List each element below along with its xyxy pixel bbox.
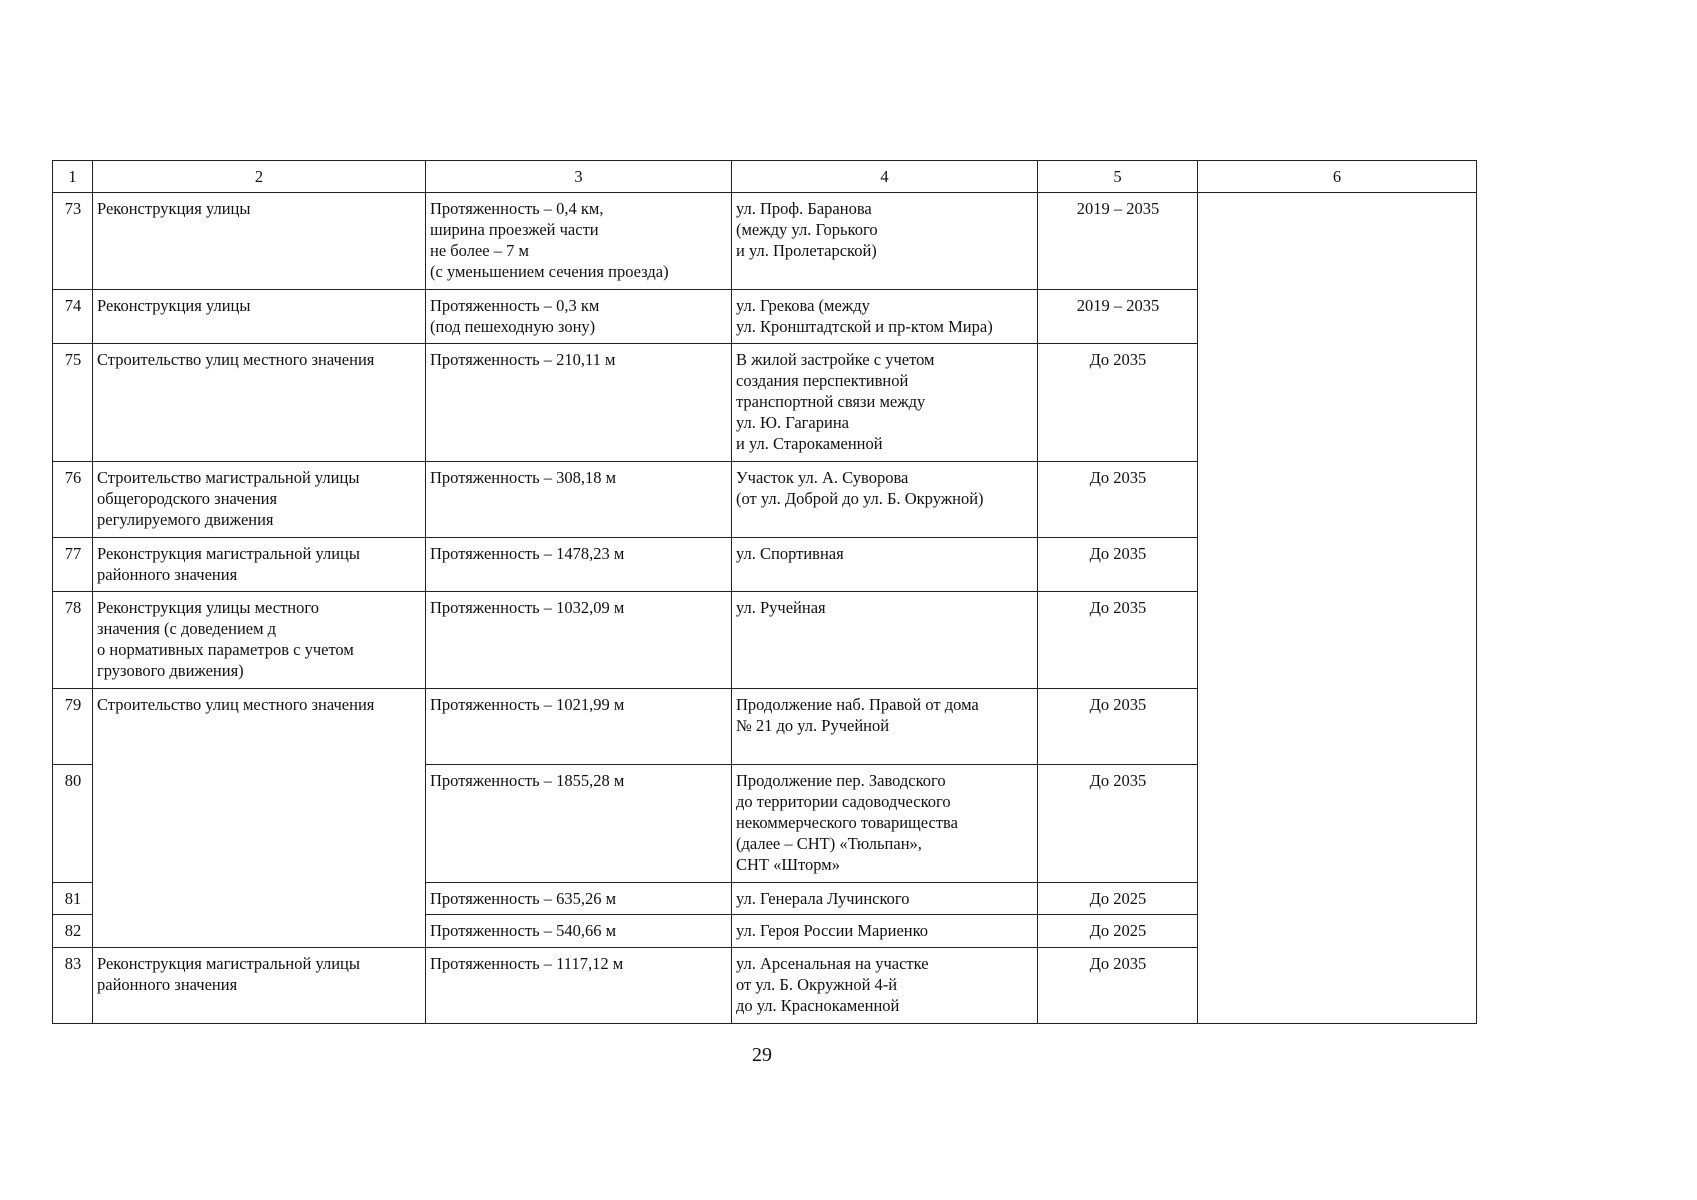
row-number: 82 [53, 915, 93, 948]
implementation-period: До 2035 [1038, 344, 1198, 462]
measure-parameters: Протяженность – 210,11 м [426, 344, 732, 462]
header-cell-2: 2 [93, 161, 426, 193]
row-number: 76 [53, 462, 93, 538]
measure-location: ул. Героя России Мариенко [732, 915, 1038, 948]
measure-location: ул. Генерала Лучинского [732, 883, 1038, 915]
measure-parameters: Протяженность – 0,4 км, ширина проезжей части не более – 7 м (с уменьшением сечения проезда) [426, 193, 732, 290]
header-cell-5: 5 [1038, 161, 1198, 193]
measure-parameters: Протяженность – 1117,12 м [426, 948, 732, 1024]
measure-parameters: Протяженность – 635,26 м [426, 883, 732, 915]
measure-parameters: Протяженность – 0,3 км (под пешеходную зону) [426, 290, 732, 344]
row-number: 78 [53, 592, 93, 689]
implementation-period: До 2035 [1038, 765, 1198, 883]
measure-location: ул. Грекова (между ул. Кронштадтской и пр-ктом Мира) [732, 290, 1038, 344]
measure-name: Реконструкция улицы [93, 193, 426, 290]
measure-parameters: Протяженность – 540,66 м [426, 915, 732, 948]
implementation-period: 2019 – 2035 [1038, 290, 1198, 344]
implementation-period: До 2025 [1038, 915, 1198, 948]
implementation-period: До 2035 [1038, 592, 1198, 689]
measure-location: Продолжение пер. Заводского до территории садоводческого некоммерческого товарищества (далее – СНТ) «Тюльпан», СНТ «Шторм» [732, 765, 1038, 883]
row-number: 83 [53, 948, 93, 1024]
header-cell-1: 1 [53, 161, 93, 193]
header-cell-3: 3 [426, 161, 732, 193]
measure-name: Реконструкция магистральной улицы районного значения [93, 948, 426, 1024]
measure-location: ул. Спортивная [732, 538, 1038, 592]
header-cell-6: 6 [1198, 161, 1477, 193]
measure-location: ул. Проф. Баранова (между ул. Горького и ул. Пролетарской) [732, 193, 1038, 290]
measure-location: ул. Арсенальная на участке от ул. Б. Окружной 4-й до ул. Краснокаменной [732, 948, 1038, 1024]
row-number: 79 [53, 689, 93, 765]
measure-name: Реконструкция улицы местного значения (с доведением д о нормативных параметров с учетом грузового движения) [93, 592, 426, 689]
row-number: 81 [53, 883, 93, 915]
table-header-row [53, 161, 1477, 193]
row-number: 74 [53, 290, 93, 344]
measure-parameters: Протяженность – 308,18 м [426, 462, 732, 538]
measure-parameters: Протяженность – 1021,99 м [426, 689, 732, 765]
row-number: 73 [53, 193, 93, 290]
measure-name: Строительство улиц местного значения [93, 344, 426, 462]
measure-name: Строительство улиц местного значения [93, 689, 426, 948]
measure-parameters: Протяженность – 1032,09 м [426, 592, 732, 689]
measure-parameters: Протяженность – 1855,28 м [426, 765, 732, 883]
implementation-period: До 2025 [1038, 883, 1198, 915]
header-cell-4: 4 [732, 161, 1038, 193]
column-6-empty-cell [1198, 193, 1477, 1024]
row-number: 75 [53, 344, 93, 462]
measure-name: Реконструкция улицы [93, 290, 426, 344]
measure-parameters: Протяженность – 1478,23 м [426, 538, 732, 592]
implementation-period: До 2035 [1038, 538, 1198, 592]
row-number: 80 [53, 765, 93, 883]
plan-table [52, 160, 1477, 1024]
implementation-period: До 2035 [1038, 689, 1198, 765]
page-number: 29 [752, 1044, 772, 1066]
measure-name: Строительство магистральной улицы общегородского значения регулируемого движения [93, 462, 426, 538]
implementation-period: До 2035 [1038, 948, 1198, 1024]
measure-location: Продолжение наб. Правой от дома № 21 до ул. Ручейной [732, 689, 1038, 765]
measure-name: Реконструкция магистральной улицы районного значения [93, 538, 426, 592]
measure-location: Участок ул. А. Суворова (от ул. Доброй до ул. Б. Окружной) [732, 462, 1038, 538]
table-row [53, 193, 1477, 290]
row-number: 77 [53, 538, 93, 592]
measure-location: В жилой застройке с учетом создания перспективной транспортной связи между ул. Ю. Гагарина и ул. Старокаменной [732, 344, 1038, 462]
measure-location: ул. Ручейная [732, 592, 1038, 689]
implementation-period: До 2035 [1038, 462, 1198, 538]
implementation-period: 2019 – 2035 [1038, 193, 1198, 290]
